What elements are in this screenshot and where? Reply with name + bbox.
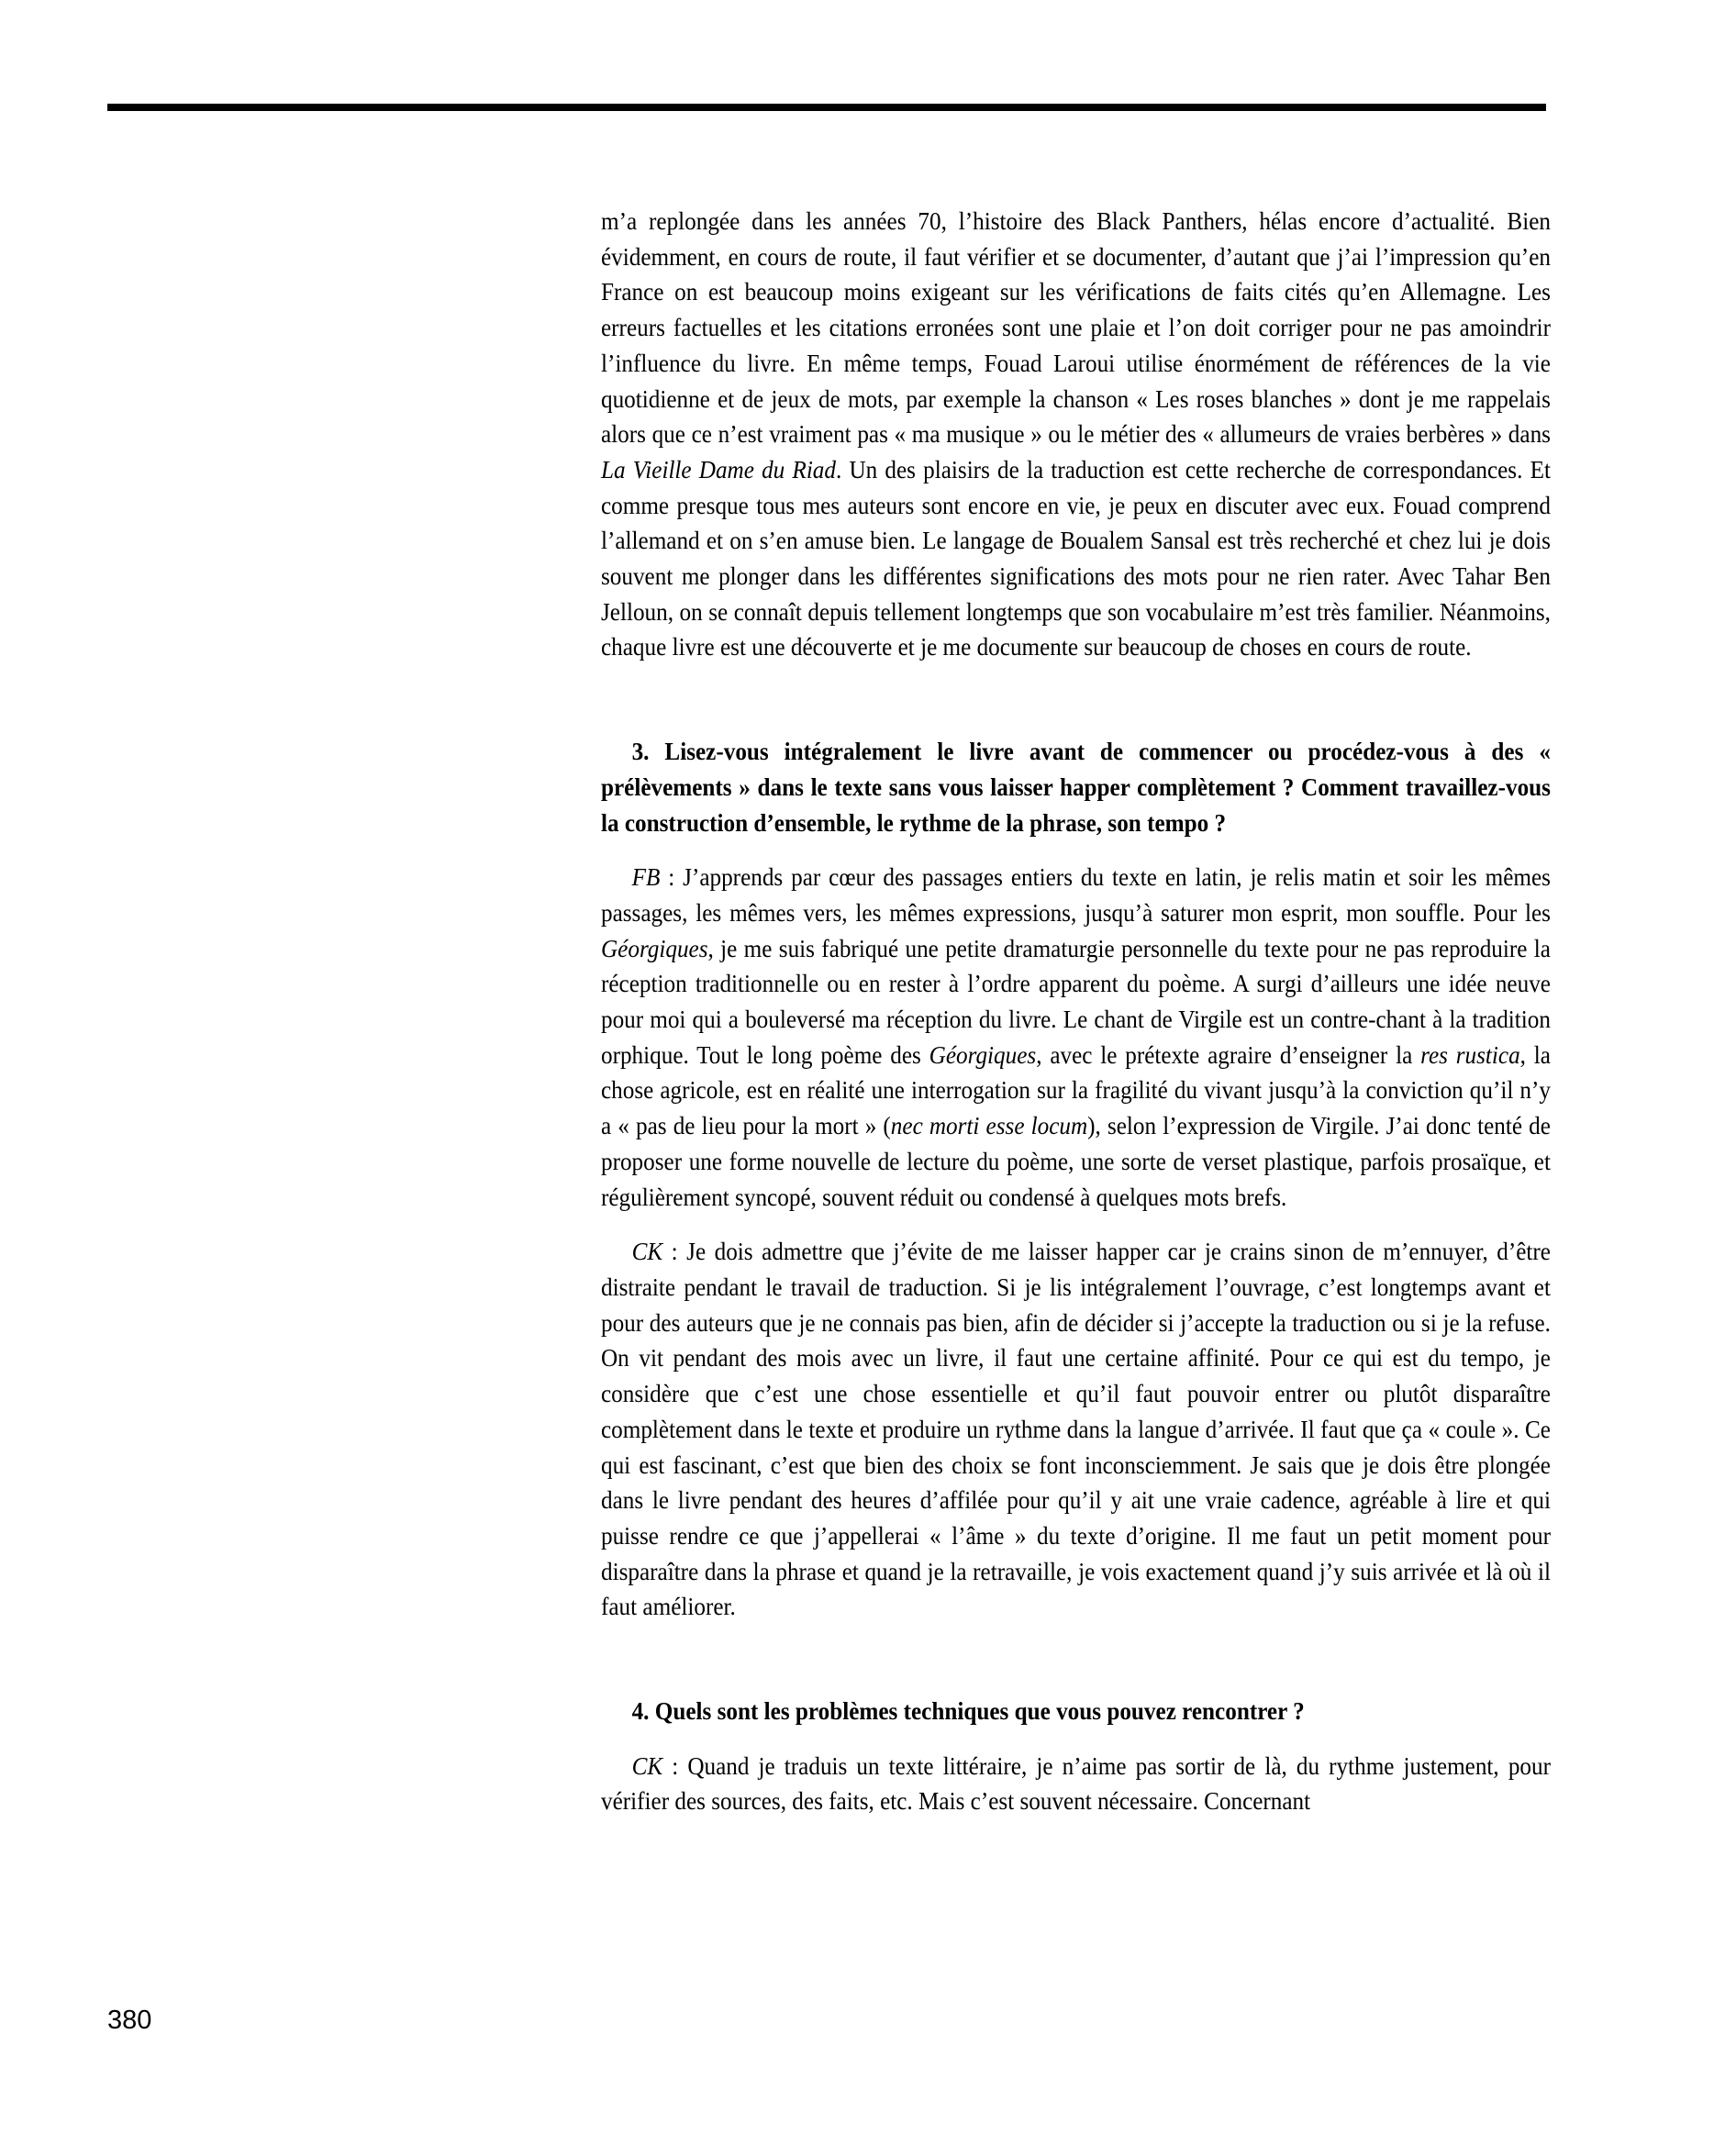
text-run: 4. Quels sont les problèmes techniques que vous pouvez rencontrer ? (631, 1697, 1305, 1726)
text-run: , je me suis fabriqué une petite dramaturgie personnelle du texte pour ne pas reproduire la réception traditionnelle ou en rester à l’ordre apparent du poème. A surgi d’ailleurs une idée neuve pour moi qui a bouleversé ma réception du livre. Le chant de Virgile est un contre-chant à la tradition orphique. Tout le long poème des (601, 934, 1551, 1069)
italic-text-run: CK (631, 1238, 663, 1266)
text-run: . Un des plaisirs de la traduction est cette recherche de correspondances. Et comme presque tous mes auteurs sont encore en vie, je peux en discuter avec eux. Fouad comprend l’allemand et on s’en amuse bien. Le langage de Boualem Sansal est très recherché et chez lui je dois souvent me plonger dans les différentes significations des mots pour ne rien rater. Avec Tahar Ben Jelloun, on se connaît depuis tellement longtemps que son vocabulaire m’est très familier. Néanmoins, chaque livre est une découverte et je me documente sur beaucoup de choses en cours de route. (601, 455, 1551, 661)
italic-text-run: CK (631, 1751, 663, 1780)
italic-text-run: La Vieille Dame du Riad (601, 455, 836, 483)
italic-text-run: Géorgiques (601, 934, 708, 962)
text-run: m’a replongée dans les années 70, l’histoire des Black Panthers, hélas encore d’actualité. Bien évidemment, en cours de route, il faut vérifier et se documenter, d’autant que j’ai l’impression qu’en France on est beaucoup moins exigeant sur les vérifications de faits cités qu’en Allemagne. Les erreurs factuelles et les citations erronées sont une plaie et l’on doit corriger pour ne pas amoindrir l’influence du livre. En même temps, Fouad Laroui utilise énormément de références de la vie quotidienne et de jeux de mots, par exemple la chanson « Les roses blanches » dont je me rappelais alors que ce n’est vraiment pas « ma musique » ou le métier des « allumeurs de vraies berbères » dans (601, 207, 1551, 449)
text-run: 3. Lisez-vous intégralement le livre avant de commencer ou procédez-vous à des « prélèvements » dans le texte sans vous laisser happer complètement ? Comment travaillez-vous la construction d’ensemble, le rythme de la phrase, son tempo ? (601, 738, 1551, 837)
page-number: 380 (107, 2006, 152, 2035)
italic-text-run: nec morti esse locum (890, 1112, 1088, 1140)
paragraph-answer-continuation (601, 204, 1551, 665)
answer-ck-1 (601, 1234, 1551, 1625)
text-run: : J’apprends par cœur des passages entiers du texte en latin, je relis matin et soir les mêmes passages, les mêmes vers, les mêmes expressions, jusqu’à saturer mon esprit, mon souffle. Pour les (601, 863, 1551, 927)
header-rule (107, 104, 1546, 111)
question-4 (601, 1694, 1551, 1729)
text-run: : Je dois admettre que j’évite de me laisser happer car je crains sinon de m’ennuyer, d’être distraite pendant le travail de traduction. Si je lis intégralement l’ouvrage, c’est longtemps avant et pour des auteurs que je ne connais pas bien, afin de décider si j’accepte la traduction ou si je la refuse. On vit pendant des mois avec un livre, il faut une certaine affinité. Pour ce qui est du tempo, je considère que c’est une chose essentielle et qu’il faut pouvoir entrer ou plutôt disparaître complètement dans le texte et produire un rythme dans la langue d’arrivée. Il faut que ça « coule ». Ce qui est fascinant, c’est que bien des choix se font inconsciemment. Je sais que je dois être plongée dans le livre pendant des heures d’affilée pour qu’il y ait une vraie cadence, agréable à lire et qui puisse rendre ce que j’appellerai « l’âme » du texte d’origine. Il me faut un petit moment pour disparaître dans la phrase et quand je la retravaille, je vois exactement quand j’y suis arrivée et là où il faut améliorer. (601, 1238, 1551, 1621)
answer-ck-2 (601, 1749, 1551, 1819)
text-run: ), selon l’expression de Virgile. J’ai donc tenté de proposer une forme nouvelle de lecture du poème, une sorte de verset plastique, parfois prosaïque, et régulièrement syncopé, souvent réduit ou condensé à quelques mots brefs. (601, 1112, 1551, 1211)
text-run: , avec le prétexte agraire d’enseigner la (1036, 1040, 1421, 1069)
article-text (601, 204, 1551, 1819)
question-3 (601, 734, 1551, 840)
text-run: , la chose agricole, est en réalité une interrogation sur la fragilité du vivant jusqu’à la conviction qu’il n’y a « pas de lieu pour la mort » ( (601, 1040, 1551, 1140)
italic-text-run: res rustica (1420, 1040, 1520, 1069)
answer-fb (601, 860, 1551, 1215)
italic-text-run: FB (631, 863, 661, 892)
italic-text-run: Géorgiques (929, 1040, 1037, 1069)
text-run: : Quand je traduis un texte littéraire, je n’aime pas sortir de là, du rythme justement, pour vérifier des sources, des faits, etc. Mais c’est souvent nécessaire. Concernant (601, 1751, 1551, 1816)
